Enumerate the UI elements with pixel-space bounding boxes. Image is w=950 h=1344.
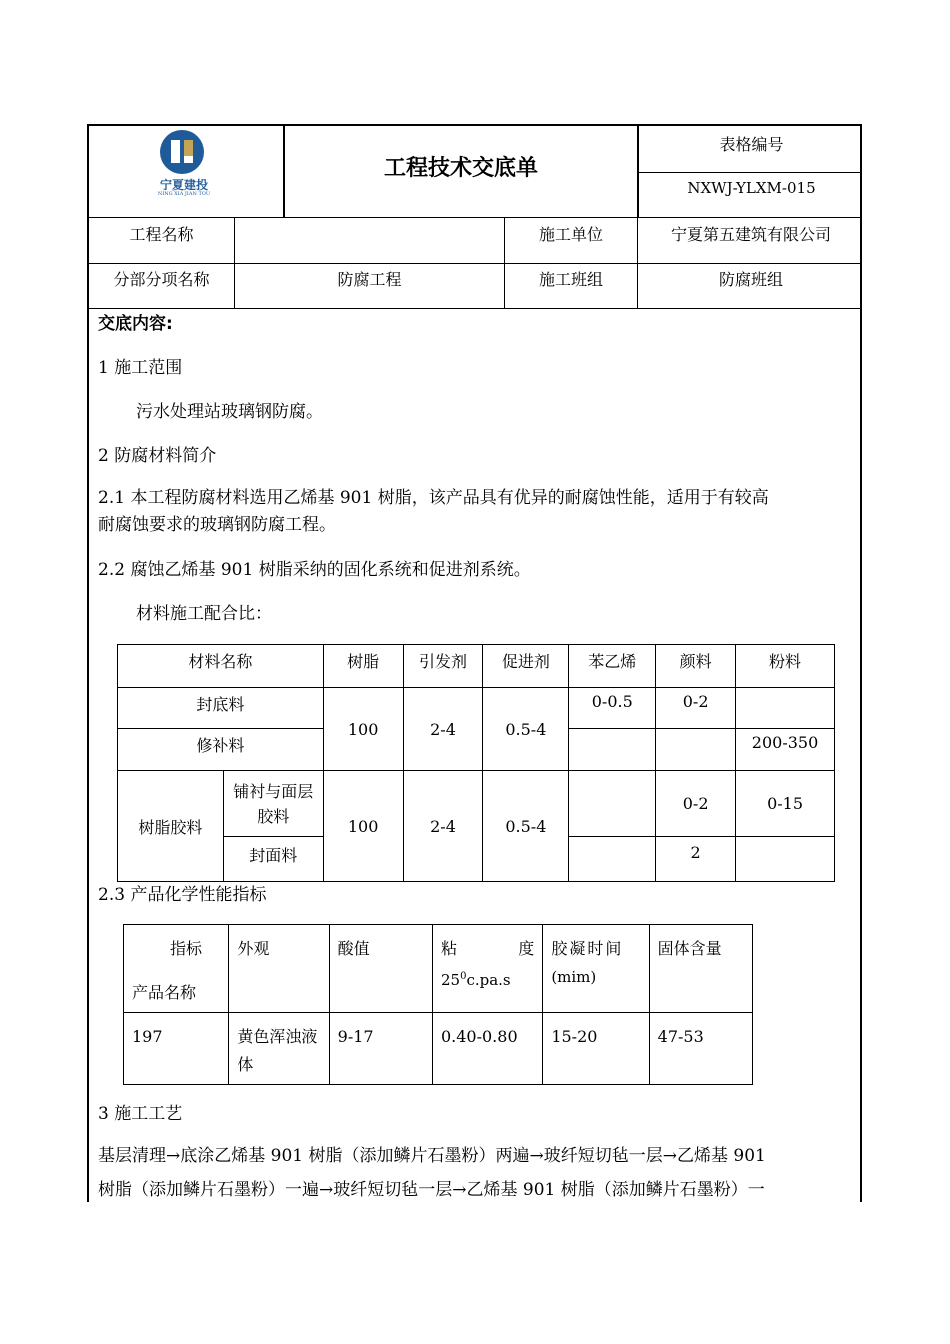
mix-table-caption: 材料施工配合比： <box>136 604 272 624</box>
cell-powder: 0-15 <box>736 771 835 837</box>
cell-powder: 200-350 <box>736 729 835 771</box>
row-primer: 封底料 <box>118 688 324 729</box>
project-name-label: 工程名称 <box>129 224 194 244</box>
project-name-value <box>235 218 504 248</box>
cell-product: 197 <box>124 1013 229 1085</box>
header-initiator: 引发剂 <box>403 645 483 688</box>
table-row <box>124 925 753 1013</box>
header-viscosity <box>432 925 542 1013</box>
cell-gel-time: 15-20 <box>543 1013 649 1085</box>
section-3-line1: 基层清理→底涂乙烯基 901 树脂（添加鳞片石墨粉）两遍→玻纤短切毡一层→乙烯基 901 <box>98 1146 766 1166</box>
performance-table <box>123 924 753 1085</box>
header-powder: 粉料 <box>736 645 835 688</box>
header-index: 指标 <box>170 939 203 958</box>
cell-powder <box>736 688 835 729</box>
row-repair: 修补料 <box>118 729 324 771</box>
cell-powder <box>736 837 835 882</box>
table-row <box>118 688 835 729</box>
section-1-title: 1 施工范围 <box>98 358 183 378</box>
section-2-title: 2 防腐材料简介 <box>98 446 217 466</box>
section-2-3: 2.3 产品化学性能指标 <box>98 885 267 905</box>
header-pigment: 颜料 <box>656 645 736 688</box>
cell-resin: 100 <box>323 771 403 882</box>
sub-project-label: 分部分项名称 <box>113 269 210 289</box>
cell-solid: 47-53 <box>649 1013 752 1085</box>
header-gel-unit: (mim) <box>551 968 597 986</box>
section-3-title: 3 施工工艺 <box>98 1104 183 1124</box>
cell-styrene <box>569 771 656 837</box>
section-2-2: 2.2 腐蚀乙烯基 901 树脂采纳的固化系统和促进剂系统。 <box>98 560 531 580</box>
table-row <box>118 645 835 688</box>
cell-accelerator: 0.5-4 <box>483 771 569 882</box>
viscosity-unit: c.pa.s <box>466 971 511 989</box>
header-material: 材料名称 <box>118 645 324 688</box>
logo-text-cn: 宁夏建投 <box>159 177 208 192</box>
cell-styrene <box>569 837 656 882</box>
section-2-1-line1: 2.1 本工程防腐材料选用乙烯基 901 树脂，该产品具有优异的耐腐蚀性能，适用于有较高 <box>98 488 769 508</box>
header-styrene: 苯乙烯 <box>569 645 656 688</box>
section-3-line2: 树脂（添加鳞片石墨粉）一遍→玻纤短切毡一层→乙烯基 901 树脂（添加鳞片石墨粉）一 <box>98 1180 765 1200</box>
row-resin-glue: 树脂胶料 <box>118 771 224 882</box>
cell-accelerator: 0.5-4 <box>483 688 569 771</box>
table-row <box>124 1013 753 1085</box>
header-acid: 酸值 <box>329 925 432 1013</box>
header-index-product <box>124 925 229 1013</box>
cell-resin: 100 <box>323 688 403 771</box>
cell-appearance: 黄色浑浊液体 <box>229 1013 329 1085</box>
form-no-label: 表格编号 <box>719 134 784 154</box>
document-title: 工程技术交底单 <box>383 155 538 181</box>
cell-viscosity: 0.40-0.80 <box>432 1013 542 1085</box>
sub-project-value: 防腐工程 <box>337 269 402 289</box>
cell-pigment: 0-2 <box>656 688 736 729</box>
section-1-text: 污水处理站玻璃钢防腐。 <box>136 402 323 422</box>
header-resin: 树脂 <box>323 645 403 688</box>
cell-initiator: 2-4 <box>403 771 483 882</box>
viscosity-temp: 25 <box>440 971 461 989</box>
document-frame <box>87 124 862 1202</box>
cell-pigment <box>656 729 736 771</box>
cell-acid: 9-17 <box>329 1013 432 1085</box>
section-2-1-line2: 耐腐蚀要求的玻璃钢防腐工程。 <box>98 515 336 535</box>
cell-pigment: 0-2 <box>656 771 736 837</box>
header-gel-time <box>543 925 649 1013</box>
header-accelerator: 促进剂 <box>483 645 569 688</box>
cell-styrene <box>569 729 656 771</box>
row-seal: 封面料 <box>223 837 323 882</box>
team-label: 施工班组 <box>538 269 603 289</box>
header-gel: 胶凝时间 <box>551 939 624 958</box>
cell-styrene: 0-0.5 <box>569 688 656 729</box>
form-no-value: NXWJ-YLXM-015 <box>687 179 816 197</box>
header-solid: 固体含量 <box>649 925 752 1013</box>
content-heading: 交底内容: <box>98 314 173 334</box>
table-row <box>118 771 835 837</box>
header-viscosity-b: 度 <box>518 939 535 958</box>
team-value: 防腐班组 <box>718 269 783 289</box>
divider <box>89 308 862 309</box>
header-product: 产品名称 <box>132 983 197 1002</box>
unit-label: 施工单位 <box>538 224 603 244</box>
header-viscosity-a: 粘 <box>440 939 457 958</box>
viscosity-degree: 0 <box>460 971 467 982</box>
cell-initiator: 2-4 <box>403 688 483 771</box>
row-lining: 铺衬与面层胶料 <box>223 771 323 837</box>
cell-pigment: 2 <box>656 837 736 882</box>
mix-ratio-table <box>117 644 835 882</box>
unit-value: 宁夏第五建筑有限公司 <box>670 224 831 244</box>
logo-text-en: NING XIA JIAN TOU <box>157 191 211 197</box>
header-appearance: 外观 <box>229 925 329 1013</box>
